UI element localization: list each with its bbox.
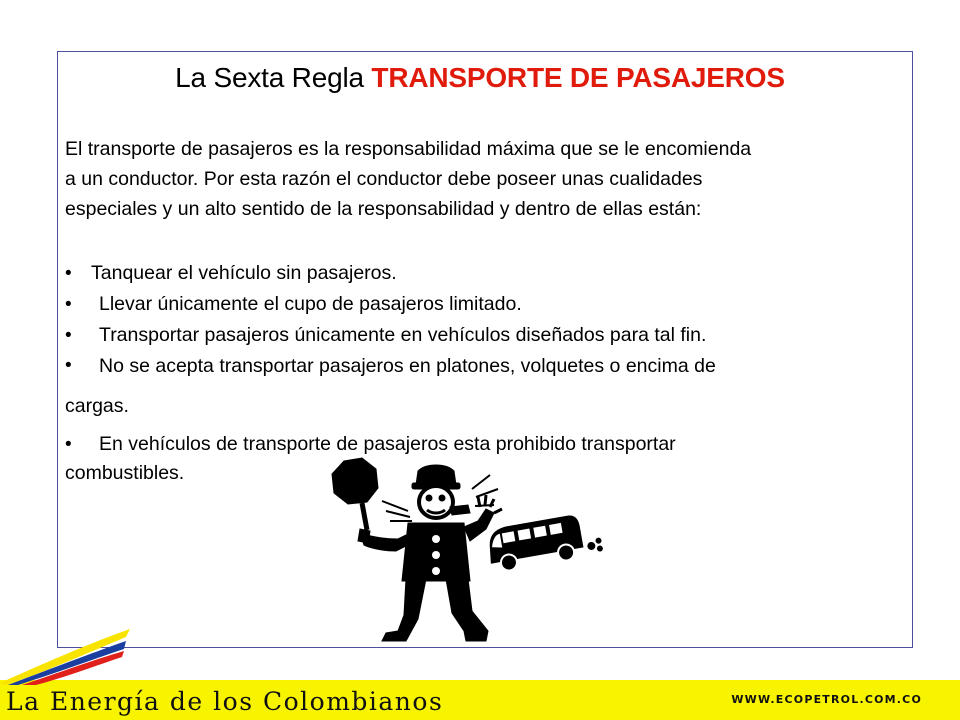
list-item-text: Llevar únicamente el cupo de pasajeros limitado.	[99, 293, 522, 315]
bullet-dot: •	[65, 434, 72, 455]
list-item	[65, 289, 905, 320]
list-item	[65, 258, 905, 289]
list-item	[65, 320, 905, 351]
list-item-text: No se acepta transportar pasajeros en platones, volquetes o encima de	[99, 355, 716, 377]
footer-url[interactable]: WWW.ECOPETROL.COM.CO	[731, 693, 922, 706]
list-item-text: En vehículos de transporte de pasajeros esta prohibido transportar	[99, 433, 676, 455]
intro-paragraph	[65, 134, 915, 224]
bus-icon	[485, 511, 604, 574]
title-prefix: La Sexta Regla	[175, 62, 372, 93]
footer-brand: La Energía de los Colombianos	[6, 687, 444, 716]
bullet-dot: •	[65, 325, 72, 346]
title-accent: TRANSPORTE DE PASAJEROS	[371, 62, 785, 93]
colombia-flag-swoosh	[0, 625, 140, 685]
list-item-text: Tanquear el vehículo sin pasajeros.	[91, 262, 397, 284]
bullet-dot: •	[65, 355, 72, 376]
intro-line: especiales y un alto sentido de la responsabilidad y dentro de ellas están:	[65, 198, 702, 220]
rules-list	[65, 258, 905, 488]
traffic-officer-illustration	[320, 455, 610, 645]
bullet-dot: •	[65, 263, 72, 284]
intro-line: El transporte de pasajeros es la responsabilidad máxima que se le encomienda	[65, 138, 752, 160]
slide-title	[0, 62, 960, 94]
bullet-dot: •	[65, 294, 72, 315]
list-item	[65, 431, 905, 458]
list-item	[65, 351, 905, 381]
stop-sign-icon	[332, 458, 378, 530]
intro-line: a un conductor. Por esta razón el conductor debe poseer unas cualidades	[65, 168, 703, 190]
list-item-text: Transportar pasajeros únicamente en vehículos diseñados para tal fin.	[99, 324, 707, 346]
list-item-continuation: combustibles.	[65, 462, 185, 484]
list-item-continuation: cargas.	[65, 395, 129, 417]
